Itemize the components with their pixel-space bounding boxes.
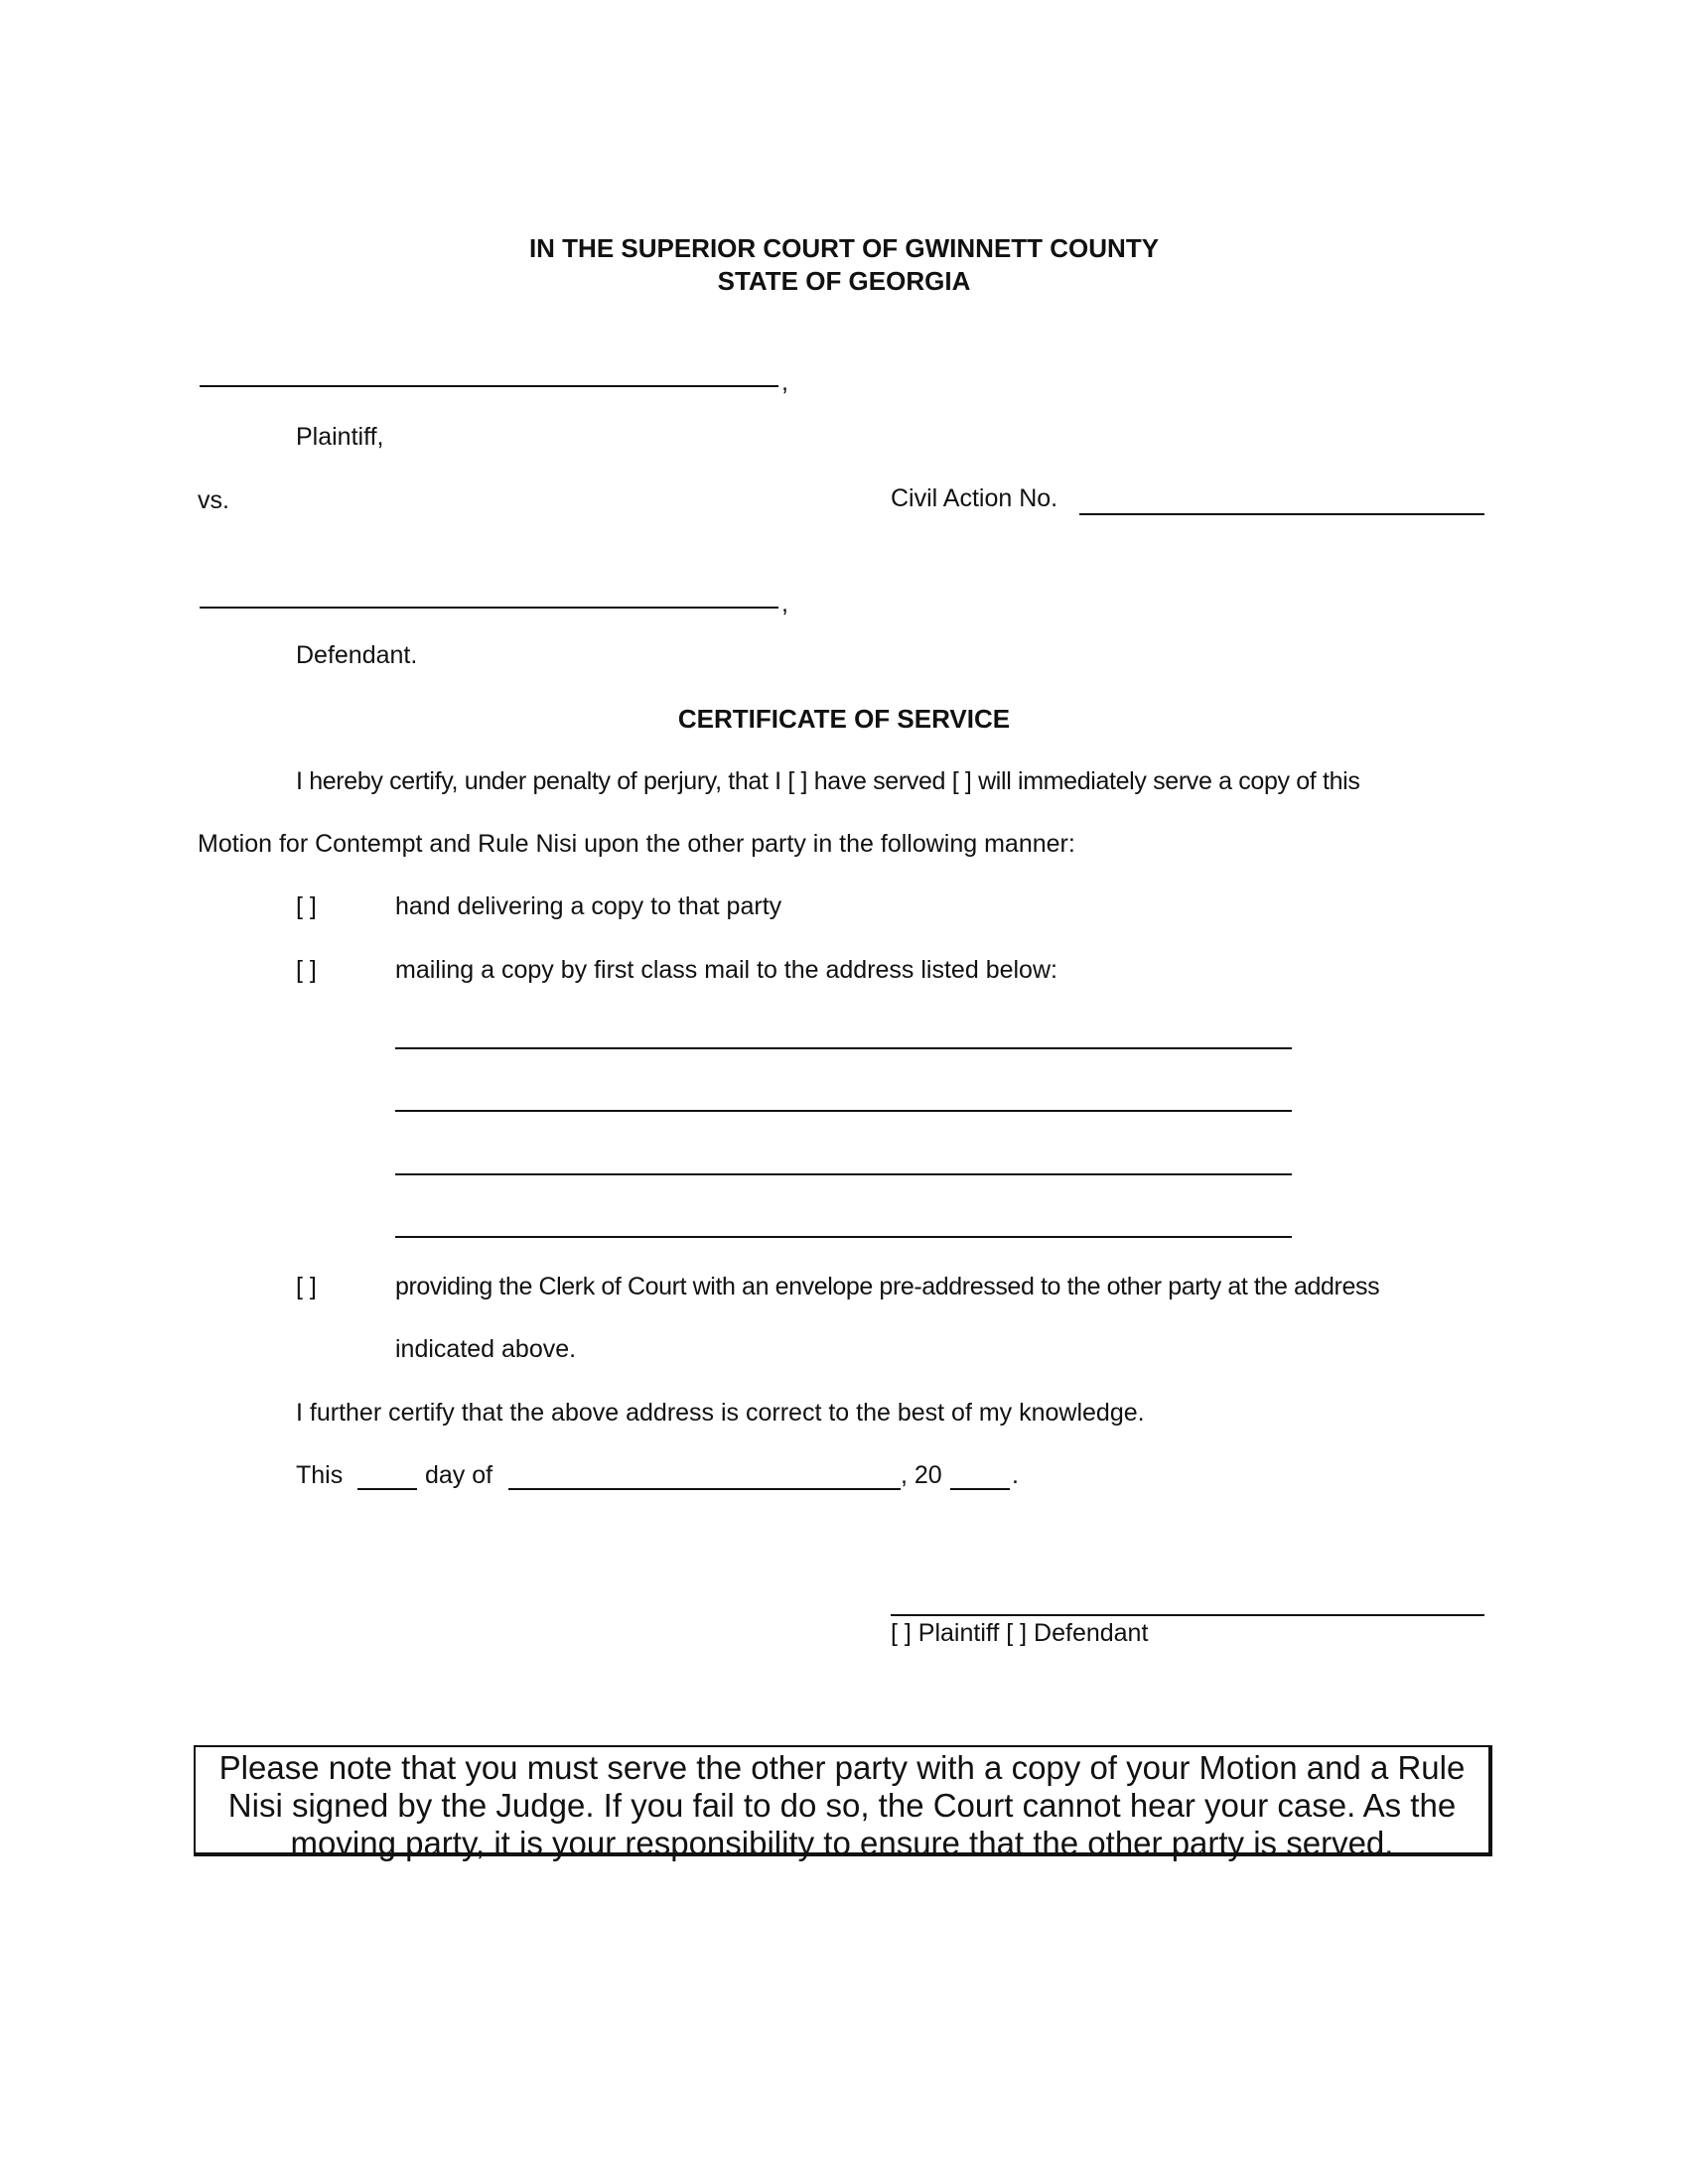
- date-year-prefix: , 20: [901, 1461, 942, 1489]
- signature-line[interactable]: [891, 1614, 1484, 1616]
- option-hand-deliver-text: hand delivering a copy to that party: [395, 892, 782, 920]
- option-clerk-checkbox[interactable]: [ ]: [296, 1273, 317, 1300]
- civil-action-number-line[interactable]: [1079, 513, 1484, 515]
- address-line-1[interactable]: [395, 1047, 1292, 1049]
- address-line-4[interactable]: [395, 1236, 1292, 1238]
- date-period: .: [1012, 1461, 1019, 1489]
- address-line-3[interactable]: [395, 1173, 1292, 1175]
- option-mail-checkbox[interactable]: [ ]: [296, 956, 317, 984]
- date-day-of-label: day of: [425, 1461, 493, 1489]
- defendant-label: Defendant.: [296, 641, 418, 669]
- civil-action-label: Civil Action No.: [891, 484, 1058, 512]
- further-certify-text: I further certify that the above address is correct to the best of my knowledge.: [296, 1399, 1145, 1427]
- certify-intro-line2: Motion for Contempt and Rule Nisi upon the other party in the following manner:: [198, 830, 1075, 858]
- defendant-comma: ,: [781, 590, 788, 617]
- certificate-title: CERTIFICATE OF SERVICE: [677, 704, 1011, 734]
- year-blank-line[interactable]: [950, 1488, 1010, 1490]
- signature-role-text: [ ] Plaintiff [ ] Defendant: [891, 1619, 1149, 1647]
- court-title: IN THE SUPERIOR COURT OF GWINNETT COUNTY: [528, 233, 1160, 263]
- defendant-name-line[interactable]: [200, 607, 778, 609]
- notice-text: Please note that you must serve the other party with a copy of your Motion and a Rule Nisi signed by the Judge. If you fail to do so, the Court cannot hear your case. As the moving party, it is your responsibility to ensure that the other party is served.: [218, 1749, 1466, 1861]
- day-blank-line[interactable]: [357, 1488, 417, 1490]
- option-mail-text: mailing a copy by first class mail to the address listed below:: [395, 956, 1057, 984]
- date-this-label: This: [296, 1461, 344, 1489]
- plaintiff-comma: ,: [781, 368, 788, 396]
- vs-label: vs.: [198, 486, 229, 514]
- notice-box: [194, 1745, 1492, 1861]
- state-title: STATE OF GEORGIA: [717, 266, 971, 296]
- option-hand-deliver-checkbox[interactable]: [ ]: [296, 892, 317, 920]
- plaintiff-name-line[interactable]: [200, 385, 778, 387]
- address-line-2[interactable]: [395, 1110, 1292, 1112]
- option-clerk-text: providing the Clerk of Court with an envelope pre-addressed to the other party at the address: [395, 1273, 1380, 1300]
- plaintiff-label: Plaintiff,: [296, 423, 384, 451]
- option-clerk-text-cont: indicated above.: [395, 1335, 577, 1363]
- certify-intro-line1: I hereby certify, under penalty of perjury, that I [ ] have served [ ] will immediately serve a copy of this: [296, 767, 1360, 795]
- month-blank-line[interactable]: [508, 1488, 901, 1490]
